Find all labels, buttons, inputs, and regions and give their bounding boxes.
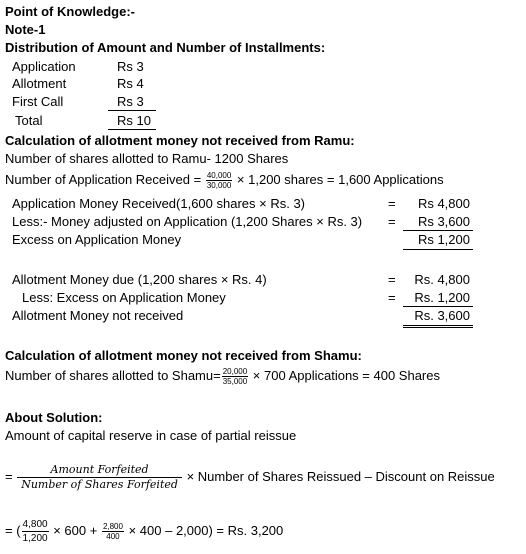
about-heading: About Solution: xyxy=(5,410,103,425)
installment-label: Application xyxy=(12,59,76,74)
fraction-denominator: 35,000 xyxy=(222,377,248,387)
final-fraction-2 xyxy=(102,522,124,541)
equals-sign: = xyxy=(388,196,396,211)
ramu-heading: Calculation of allotment money not received from Ramu: xyxy=(5,133,355,148)
ramu-shares-line: Number of shares allotted to Ramu- 1200 Shares xyxy=(5,151,289,166)
formula-fraction xyxy=(17,463,182,492)
fraction-numerator: 2,800 xyxy=(102,522,123,532)
shamu-heading: Calculation of allotment money not received from Shamu: xyxy=(5,348,362,363)
ramu-apps-suffix: × 1,200 shares = 1,600 Applications xyxy=(236,172,444,187)
fraction-numerator: 20,000 xyxy=(222,367,248,377)
total-amount: Rs 10 xyxy=(117,113,151,128)
ramu-row-label: Allotment Money not received xyxy=(12,308,184,323)
subtotal-rule xyxy=(403,230,473,231)
ramu-row-amount: Rs 4,800 xyxy=(417,196,470,211)
shamu-prefix: Number of shares allotted to Shamu= xyxy=(5,368,221,383)
ramu-row-amount: Rs 1,200 xyxy=(417,232,470,247)
installment-amount: Rs 4 xyxy=(117,76,144,91)
ramu-apps-fraction xyxy=(206,171,232,190)
subtotal-rule xyxy=(403,306,473,307)
final-prefix: = ( xyxy=(5,523,21,538)
point-heading: Point of Knowledge:- xyxy=(5,4,135,19)
equals-sign: = xyxy=(388,290,396,305)
formula-suffix: × Number of Shares Reissued – Discount on Reissue xyxy=(186,469,495,484)
installment-amount: Rs 3 xyxy=(117,94,144,109)
ramu-row-label: Excess on Application Money xyxy=(12,232,182,247)
ramu-row-amount: Rs. 4,800 xyxy=(414,272,470,287)
ramu-row-amount: Rs 3,600 xyxy=(417,214,470,229)
fraction-denominator: 30,000 xyxy=(206,181,232,191)
installment-label: First Call xyxy=(12,94,64,109)
fraction-denominator: 1,200 xyxy=(22,533,48,545)
note-heading: Note-1 xyxy=(5,22,46,37)
installment-amount: Rs 3 xyxy=(117,59,144,74)
about-formula xyxy=(5,460,495,494)
ramu-row-label: Allotment Money due (1,200 shares × Rs. 4) xyxy=(12,272,267,287)
ramu-row-label: Application Money Received(1,600 shares × Rs. 3) xyxy=(12,196,306,211)
shamu-suffix: × 700 Applications = 400 Shares xyxy=(252,368,440,383)
about-line: Amount of capital reserve in case of partial reissue xyxy=(5,428,297,443)
total-rule xyxy=(403,249,473,250)
distribution-heading: Distribution of Amount and Number of Installments: xyxy=(5,40,326,55)
total-double-rule xyxy=(403,327,473,328)
formula-equals: = xyxy=(5,469,13,484)
final-calculation xyxy=(5,514,283,548)
final-suffix: × 400 – 2,000) = Rs. 3,200 xyxy=(128,523,284,538)
ramu-applications-line xyxy=(5,167,444,193)
total-bottom-rule xyxy=(108,129,156,130)
total-label: Total xyxy=(15,113,43,128)
total-rule xyxy=(403,325,473,326)
shamu-shares-line xyxy=(5,363,440,389)
fraction-numerator: Amount Forfeited xyxy=(17,463,182,478)
ramu-row-label: Less:- Money adjusted on Application (1,200 Shares × Rs. 3) xyxy=(12,214,363,229)
equals-sign: = xyxy=(388,272,396,287)
ramu-row-amount: Rs. 3,600 xyxy=(414,308,470,323)
shamu-fraction xyxy=(222,367,248,386)
ramu-row-label: Less: Excess on Application Money xyxy=(22,290,226,305)
fraction-denominator: 400 xyxy=(106,532,120,542)
ramu-row-amount: Rs. 1,200 xyxy=(414,290,470,305)
equals-sign: = xyxy=(388,214,396,229)
installment-label: Allotment xyxy=(12,76,67,91)
fraction-numerator: 4,800 xyxy=(22,519,48,531)
final-mid: × 600 + xyxy=(53,523,98,538)
ramu-apps-prefix: Number of Application Received = xyxy=(5,172,202,187)
total-top-rule xyxy=(108,110,156,111)
fraction-numerator: 40,000 xyxy=(206,171,232,181)
final-fraction-1 xyxy=(22,518,49,545)
fraction-denominator: Number of Shares Forfeited xyxy=(21,478,178,492)
